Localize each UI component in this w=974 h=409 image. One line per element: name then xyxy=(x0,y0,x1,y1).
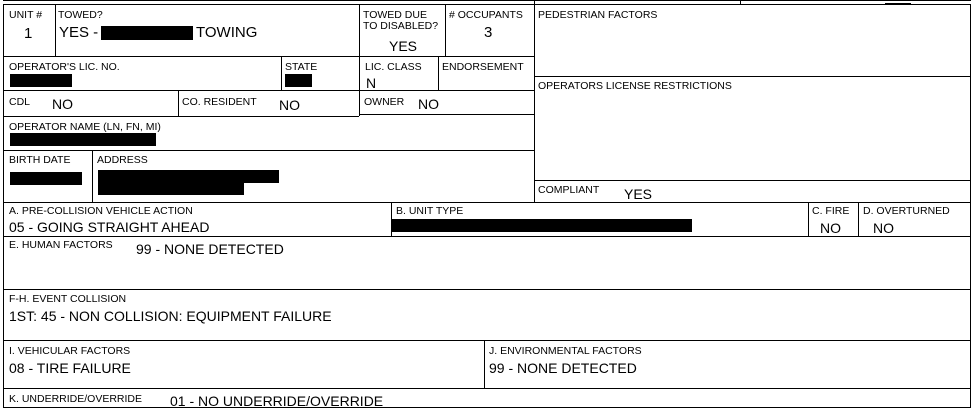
environmental-factors-value: 99 - NONE DETECTED xyxy=(489,360,637,376)
operator-lic-redaction xyxy=(10,74,72,87)
towed-label: TOWED? xyxy=(58,9,103,21)
vehicular-factors-value: 08 - TIRE FAILURE xyxy=(9,360,131,376)
occupants-divider xyxy=(445,4,446,56)
state-divider xyxy=(281,56,282,90)
birth-date-redaction xyxy=(10,172,82,185)
birth-date-label: BIRTH DATE xyxy=(9,154,71,166)
event-collision-label: F-H. EVENT COLLISION xyxy=(9,293,127,305)
towed-due-value: YES xyxy=(389,38,418,54)
row2-bottom-line xyxy=(3,90,535,91)
towed-value-suffix: TOWING xyxy=(196,24,258,41)
towed-company-redaction xyxy=(101,26,193,40)
section-e-top-line xyxy=(3,236,971,237)
pre-collision-value: 05 - GOING STRAIGHT AHEAD xyxy=(9,219,210,235)
unit-divider xyxy=(55,4,56,56)
fire-divider xyxy=(808,202,809,236)
operator-name-label: OPERATOR NAME (LN, FN, MI) xyxy=(9,121,161,133)
unit-value: 1 xyxy=(24,25,33,42)
event-collision-value: 1ST: 45 - NON COLLISION: EQUIPMENT FAILURE xyxy=(9,308,332,324)
co-resident-value: NO xyxy=(279,97,300,113)
occupants-value: 3 xyxy=(484,24,493,41)
compliant-value: YES xyxy=(624,186,653,202)
towed-divider xyxy=(359,4,360,56)
towed-due-label-2: TO DISABLED? xyxy=(363,20,439,32)
endorsement-label: ENDORSEMENT xyxy=(442,61,524,73)
name-bottom-line xyxy=(3,150,535,151)
co-resident-divider xyxy=(178,90,179,116)
cdl-label: CDL xyxy=(9,96,31,108)
address-redaction-line2 xyxy=(98,183,244,195)
lic-class-divider xyxy=(359,56,360,116)
top-tick-2 xyxy=(740,0,741,4)
compliant-label: COMPLIANT xyxy=(538,184,600,196)
human-factors-value: 99 - NONE DETECTED xyxy=(136,241,284,257)
unit-label: UNIT # xyxy=(9,9,43,21)
row1-bottom-line xyxy=(3,56,535,57)
section-i-top-line xyxy=(3,340,971,341)
vehicular-factors-label: I. VEHICULAR FACTORS xyxy=(9,345,131,357)
owner-value: NO xyxy=(418,96,439,112)
occupants-label: # OCCUPANTS xyxy=(449,9,523,21)
row3-bottom-left-line xyxy=(3,116,359,117)
section-a-top-line xyxy=(3,202,971,203)
underride-value: 01 - NO UNDERRIDE/OVERRIDE xyxy=(170,393,384,409)
pedestrian-factors-label: PEDESTRIAN FACTORS xyxy=(538,9,658,21)
fire-value: NO xyxy=(820,220,841,236)
operator-lic-label: OPERATOR'S LIC. NO. xyxy=(9,61,120,73)
endorsement-divider xyxy=(438,56,439,90)
lic-class-value: N xyxy=(366,75,377,91)
left-right-divider xyxy=(534,4,535,202)
section-f-top-line xyxy=(3,289,971,290)
unit-type-label: B. UNIT TYPE xyxy=(396,205,464,217)
towed-value-prefix: YES - xyxy=(59,24,99,41)
state-redaction xyxy=(285,74,312,87)
towed-due-label-1: TOWED DUE xyxy=(363,9,427,21)
operator-name-redaction xyxy=(10,133,156,146)
owner-label: OWNER xyxy=(364,96,405,108)
section-k-top-line xyxy=(3,388,971,389)
pre-collision-label: A. PRE-COLLISION VEHICLE ACTION xyxy=(9,205,193,217)
fire-label: C. FIRE xyxy=(812,205,850,217)
unit-type-redaction xyxy=(392,219,692,232)
address-redaction-line1 xyxy=(98,170,279,183)
vehicular-environmental-divider xyxy=(484,340,485,388)
restrictions-top-line xyxy=(534,76,971,77)
state-label: STATE xyxy=(285,61,318,73)
overturned-value: NO xyxy=(873,220,894,236)
license-restrictions-label: OPERATORS LICENSE RESTRICTIONS xyxy=(538,80,732,92)
compliant-top-line xyxy=(534,180,971,181)
birth-date-divider xyxy=(92,150,93,202)
lic-class-label: LIC. CLASS xyxy=(365,61,422,73)
cdl-value: NO xyxy=(52,96,73,112)
environmental-factors-label: J. ENVIRONMENTAL FACTORS xyxy=(489,345,642,357)
top-tick-3 xyxy=(885,3,911,4)
overturned-label: D. OVERTURNED xyxy=(863,205,950,217)
top-edge-line xyxy=(3,0,971,1)
human-factors-label: E. HUMAN FACTORS xyxy=(9,239,113,251)
co-resident-label: CO. RESIDENT xyxy=(182,96,257,108)
underride-label: K. UNDERRIDE/OVERRIDE xyxy=(9,393,143,405)
owner-bottom-line xyxy=(359,114,535,115)
address-label: ADDRESS xyxy=(97,154,148,166)
overturned-divider xyxy=(858,202,859,236)
